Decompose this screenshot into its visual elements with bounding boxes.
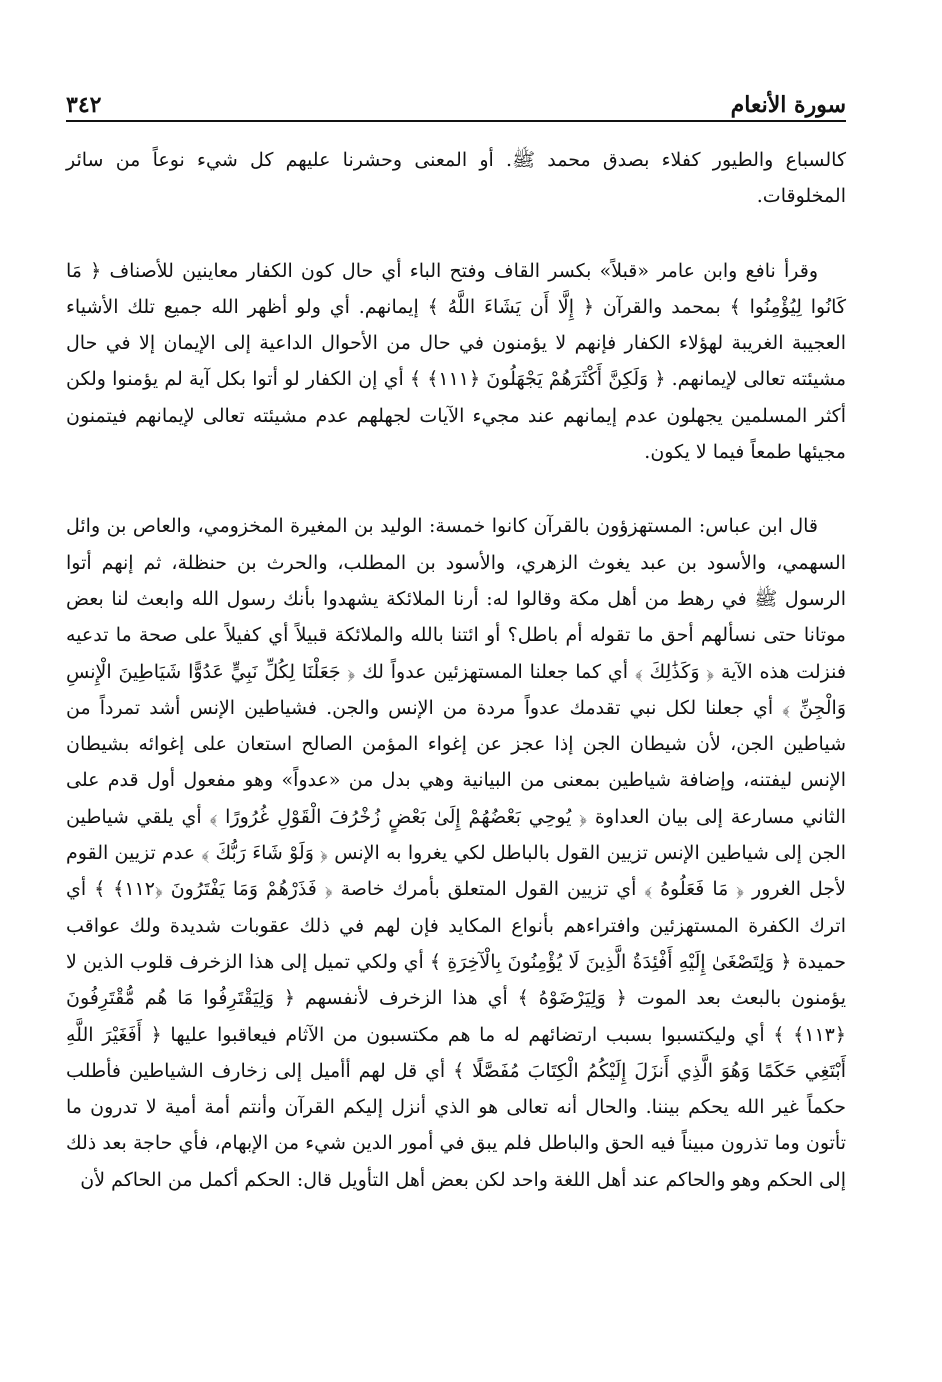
paragraph-qiraat: وقرأ نافع وابن عامر «قبلاً» بكسر القاف وفتح الباء أي حال كون الكفار معاينين للأصناف ﴿ مَا كَانُوا لِيُؤْمِنُوا ﴾ بمحمد والقرآن ﴿ إِلَّا أَن يَشَاءَ اللَّهُ ﴾ إيمانهم. أي ولو أظهر الله جميع تلك الأشياء العجيبة الغريبة لهؤلاء الكفار فإنهم لا يؤمنون في حال من الأحوال الداعية إلى الإيمان إلا في حال مشيئته تعالى لإيمانهم. ﴿ وَلَكِنَّ أَكْثَرَهُمْ يَجْهَلُونَ ﴿١١١﴾ ﴾ أي إن الكفار لو أتوا بكل آية لم يؤمنوا ولكن أكثر المسلمين يجهلون عدم إيمانهم عند مجيء الآيات لجهلهم عدم مشيئته تعالى لإيمانهم فيتمنون مجيئها طمعاً فيما لا يكون.: [66, 259, 846, 464]
surah-title: سورة الأنعام: [730, 92, 846, 118]
paragraph-continuation: كالسباع والطيور كفلاء بصدق محمد ﷺ. أو المعنى وحشرنا عليهم كل شيء نوعاً من سائر المخلوقات.: [66, 149, 846, 208]
page-header: [66, 86, 846, 122]
paragraph-spacer: [66, 470, 846, 508]
paragraph-spacer: [66, 215, 846, 253]
paragraph-ibn-abbas: قال ابن عباس: المستهزؤون بالقرآن كانوا خمسة: الوليد بن المغيرة المخزومي، والعاص بن وائل السهمي، والأسود بن عبد يغوث الزهري، والأسود بن المطلب، والحرث بن حنظلة، ثم إنهم أتوا الرسول ﷺ في رهط من أهل مكة وقالوا له: أرنا الملائكة يشهدوا بأنك رسول الله وابعث لنا بعض موتانا حتى نسألهم أحق ما تقوله أم باطل؟ أو ائتنا بالله والملائكة قبيلاً أي كفيلاً على صحة ما تدعيه فنزلت هذه الآية ﴿ وَكَذَٰلِكَ ﴾ أي كما جعلنا المستهزئين عدواً لك ﴿ جَعَلْنَا لِكُلِّ نَبِيٍّ عَدُوًّا شَيَاطِينَ الْإِنسِ وَالْجِنِّ ﴾ أي جعلنا لكل نبي تقدمك عدواً مردة من الإنس والجن. فشياطين الإنس أشد تمرداً من شياطين الجن، لأن شيطان الجن إذا عجز عن إغواء المؤمن الصالح استعان على إغوائه بشيطان الإنس ليفتنه، وإضافة شياطين بمعنى من البيانية وهي بدل من «عدواً» وهو مفعول أول قدم على الثاني مسارعة إلى بيان العداوة ﴿ يُوحِي بَعْضُهُمْ إِلَىٰ بَعْضٍ زُخْرُفَ الْقَوْلِ غُرُورًا ﴾ أي يلقي شياطين الجن إلى شياطين الإنس تزيين القول بالباطل لكي يغروا به الإنس ﴿ وَلَوْ شَاءَ رَبُّكَ ﴾ عدم تزيين القوم لأجل الغرور ﴿ مَا فَعَلُوهُ ﴾ أي تزيين القول المتعلق بأمرك خاصة ﴿ فَذَرْهُمْ وَمَا يَفْتَرُونَ ﴿١١٢﴾ ﴾ أي اترك الكفرة المستهزئين وافتراءهم بأنواع المكايد فإن لهم في ذلك عقوبات شديدة ولك عواقب حميدة ﴿ وَلِتَصْغَىٰ إِلَيْهِ أَفْئِدَةُ الَّذِينَ لَا يُؤْمِنُونَ بِالْآخِرَةِ ﴾ أي ولكي تميل إلى هذا الزخرف قلوب الذين لا يؤمنون بالبعث بعد الموت ﴿ وَلِيَرْضَوْهُ ﴾ أي هذا الزخرف لأنفسهم ﴿ وَلِيَقْتَرِفُوا مَا هُم مُّقْتَرِفُونَ ﴿١١٣﴾ ﴾ أي وليكتسبوا بسبب ارتضائهم له ما هم مكتسبون من الآثام فيعاقبوا عليها ﴿ أَفَغَيْرَ اللَّهِ أَبْتَغِي حَكَمًا وَهُوَ الَّذِي أَنزَلَ إِلَيْكُمُ الْكِتَابَ مُفَصَّلًا ﴾ أي قل لهم أأميل إلى زخارف الشياطين فأطلب حكماً غير الله يحكم بيننا. والحال أنه تعالى هو الذي أنزل إليكم القرآن وأنتم أمة أمية لا تدرون ما تأتون وما تذرون مبيناً فيه الحق والباطل فلم يبق في أمور الدين شيء من الإبهام، فأي حاجة بعد ذلك إلى الحكم وهو والحاكم عند أهل اللغة واحد لكن بعض أهل التأويل قال: الحكم أكمل من الحاكم لأن: [66, 515, 846, 1191]
page-number: ٣٤٢: [66, 92, 102, 118]
page-body: [66, 142, 846, 1198]
